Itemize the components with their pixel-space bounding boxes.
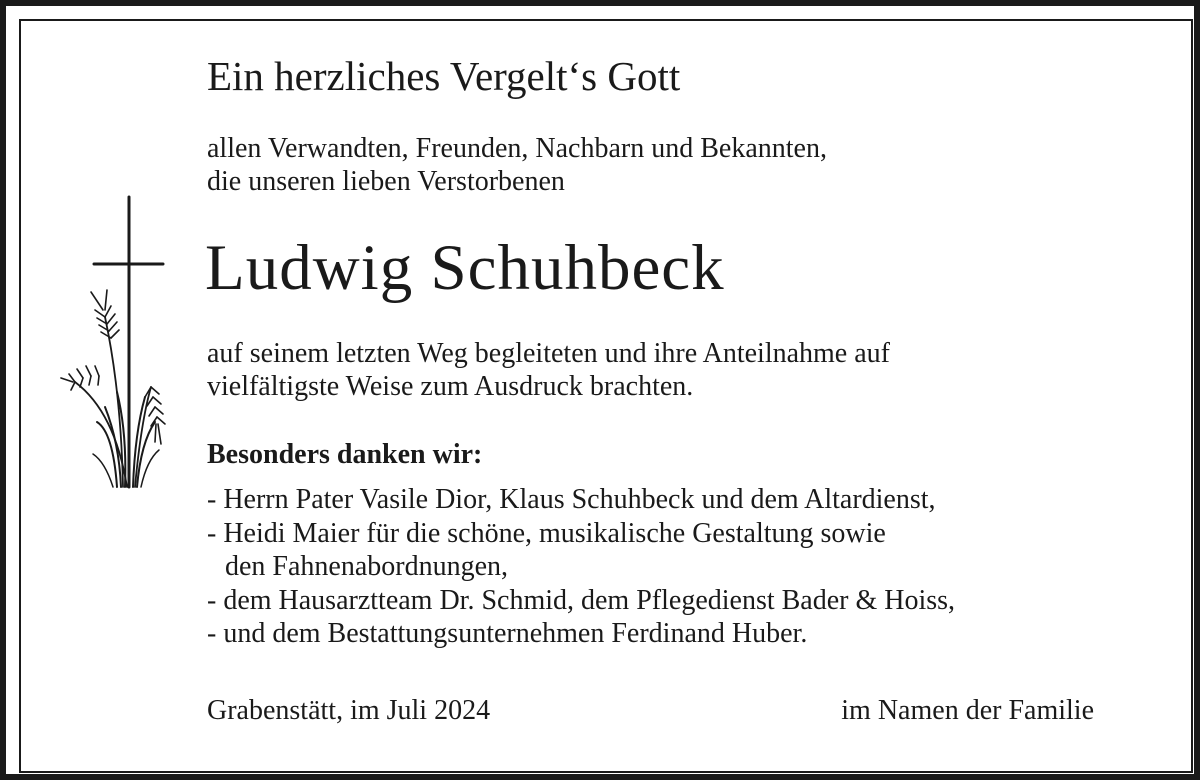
deceased-name: Ludwig Schuhbeck bbox=[205, 232, 725, 304]
intro-line: allen Verwandten, Freunden, Nachbarn und Bekannten, bbox=[207, 133, 827, 164]
thanks-list bbox=[207, 483, 955, 651]
thanks-line: - Herrn Pater Vasile Dior, Klaus Schuhbeck und dem Altardienst, bbox=[207, 484, 936, 515]
headline: Ein herzliches Vergelt‘s Gott bbox=[207, 53, 681, 99]
intro-text bbox=[207, 132, 827, 198]
body-line: vielfältigste Weise zum Ausdruck brachten. bbox=[207, 371, 694, 402]
body-text bbox=[207, 337, 890, 403]
intro-line: die unseren lieben Verstorbenen bbox=[207, 166, 565, 197]
thanks-line: - Heidi Maier für die schöne, musikalische Gestaltung sowie bbox=[207, 517, 886, 549]
thanks-heading: Besonders danken wir: bbox=[207, 439, 483, 470]
cross-with-wheat-icon bbox=[55, 192, 180, 492]
thanks-line: den Fahnenabordnungen, bbox=[225, 551, 509, 582]
body-line: auf seinem letzten Weg begleiteten und ihre Anteilnahme auf bbox=[207, 338, 890, 369]
signature: im Namen der Familie bbox=[841, 695, 1094, 726]
place-date: Grabenstätt, im Juli 2024 bbox=[207, 695, 491, 726]
thanks-line: - dem Hausarztteam Dr. Schmid, dem Pflegedienst Bader & Hoiss, bbox=[207, 584, 956, 616]
thanks-line: - und dem Bestattungsunternehmen Ferdinand Huber. bbox=[207, 618, 808, 649]
